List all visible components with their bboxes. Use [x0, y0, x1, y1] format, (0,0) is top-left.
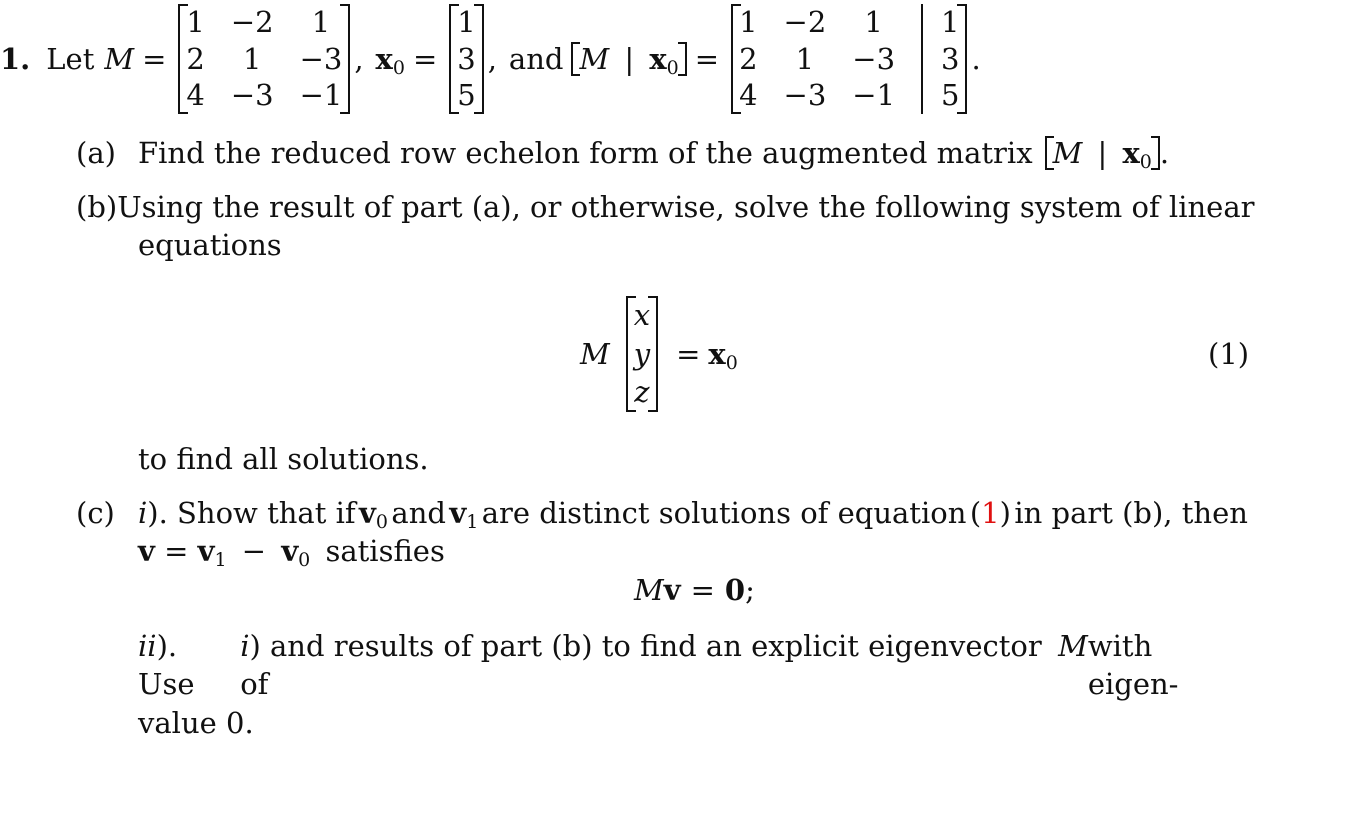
vector-xyz — [626, 296, 658, 412]
part-a-text: Find the reduced row echelon form of the augmented matrix — [138, 136, 1033, 170]
part-c-label: (c) — [76, 496, 115, 530]
part-b-after: to find all solutions. — [138, 442, 429, 476]
matrix-M-symbol: M — [580, 336, 610, 371]
part-a — [76, 134, 1169, 172]
augmented-entry: −2 — [783, 4, 827, 39]
equals-sign: = — [142, 41, 167, 76]
part-c — [76, 494, 1248, 571]
variable-entry: y — [633, 336, 651, 371]
augmented-entry: 3 — [921, 41, 959, 78]
equals-sign: = — [694, 41, 720, 76]
vector-entry: 3 — [457, 41, 476, 76]
variable-entry: x — [633, 298, 651, 333]
part-c-ii-line1: ii). Use i) and results of part (b) to find an explicit eigenvector of M with eigen- — [138, 629, 1179, 702]
equation-number: (1) — [1208, 337, 1250, 371]
matrix-M-symbol: M — [104, 41, 135, 76]
matrix-entry: 2 — [186, 41, 205, 76]
comma: , — [354, 41, 364, 76]
equation-reference-link[interactable]: 1 — [981, 496, 1000, 530]
augmented-entry: 5 — [921, 77, 959, 114]
matrix-M — [178, 4, 350, 114]
augmented-entry: 1 — [921, 4, 959, 41]
equals-sign: = — [412, 41, 438, 76]
let-word: Let — [46, 41, 95, 76]
period: . — [971, 41, 981, 76]
part-b-label: (b) — [76, 190, 118, 224]
comma: , — [487, 41, 497, 76]
augmented-entry: 2 — [739, 41, 758, 76]
matrix-entry: 1 — [186, 4, 205, 39]
matrix-entry: 4 — [186, 78, 205, 113]
part-c-ii-line2: value 0. — [138, 705, 254, 740]
part-c-i-line1: i). Show that if $v_0$ and $v_1$ are distinct solutions of equation (1) in part (b), then — [138, 496, 1248, 533]
matrix-entry: 1 — [311, 4, 331, 39]
display-equation-Mv: M v = 0 ; — [634, 573, 755, 607]
augmented-entry: 1 — [864, 4, 883, 39]
part-b-line1: Using the result of part (a), or otherwise, solve the following system of linear — [117, 190, 1255, 224]
vector-x0 — [449, 4, 483, 114]
equals-sign: = — [676, 336, 701, 371]
part-b-line2: equations — [138, 228, 282, 263]
augmented-symbol: M | $x_0$ — [571, 42, 686, 76]
augmented-matrix — [731, 4, 967, 114]
matrix-entry: −3 — [299, 41, 343, 76]
x0-symbol: $x_0$ — [375, 41, 405, 79]
variable-entry: z — [634, 375, 650, 410]
augmented-entry: 4 — [739, 78, 758, 113]
vector-entry: 1 — [457, 4, 476, 39]
vector-entry: 5 — [457, 78, 476, 113]
matrix-entry: 1 — [242, 41, 262, 76]
part-b — [76, 188, 1255, 265]
display-equation-1 — [580, 296, 738, 412]
period: . — [1159, 136, 1170, 170]
augmented-entry: −1 — [852, 78, 896, 113]
augmented-entry: 1 — [795, 41, 815, 76]
part-c-ii — [138, 627, 1248, 742]
augmented-entry: −3 — [783, 78, 827, 113]
matrix-entry: −1 — [299, 78, 343, 113]
part-a-label: (a) — [76, 136, 116, 170]
augmented-symbol: M | $x_0$ — [1045, 136, 1160, 170]
and-word: and — [508, 41, 564, 76]
problem-statement — [0, 0, 981, 118]
problem-number: 1. — [0, 41, 31, 76]
part-c-i-line2: $v = v_1 - v_0$ satisfies — [138, 534, 445, 572]
x0-symbol: $x_0$ — [708, 336, 738, 374]
matrix-entry: −2 — [230, 4, 274, 39]
augmented-entry: 1 — [739, 4, 758, 39]
augmented-entry: −3 — [852, 41, 896, 76]
matrix-entry: −3 — [230, 78, 274, 113]
